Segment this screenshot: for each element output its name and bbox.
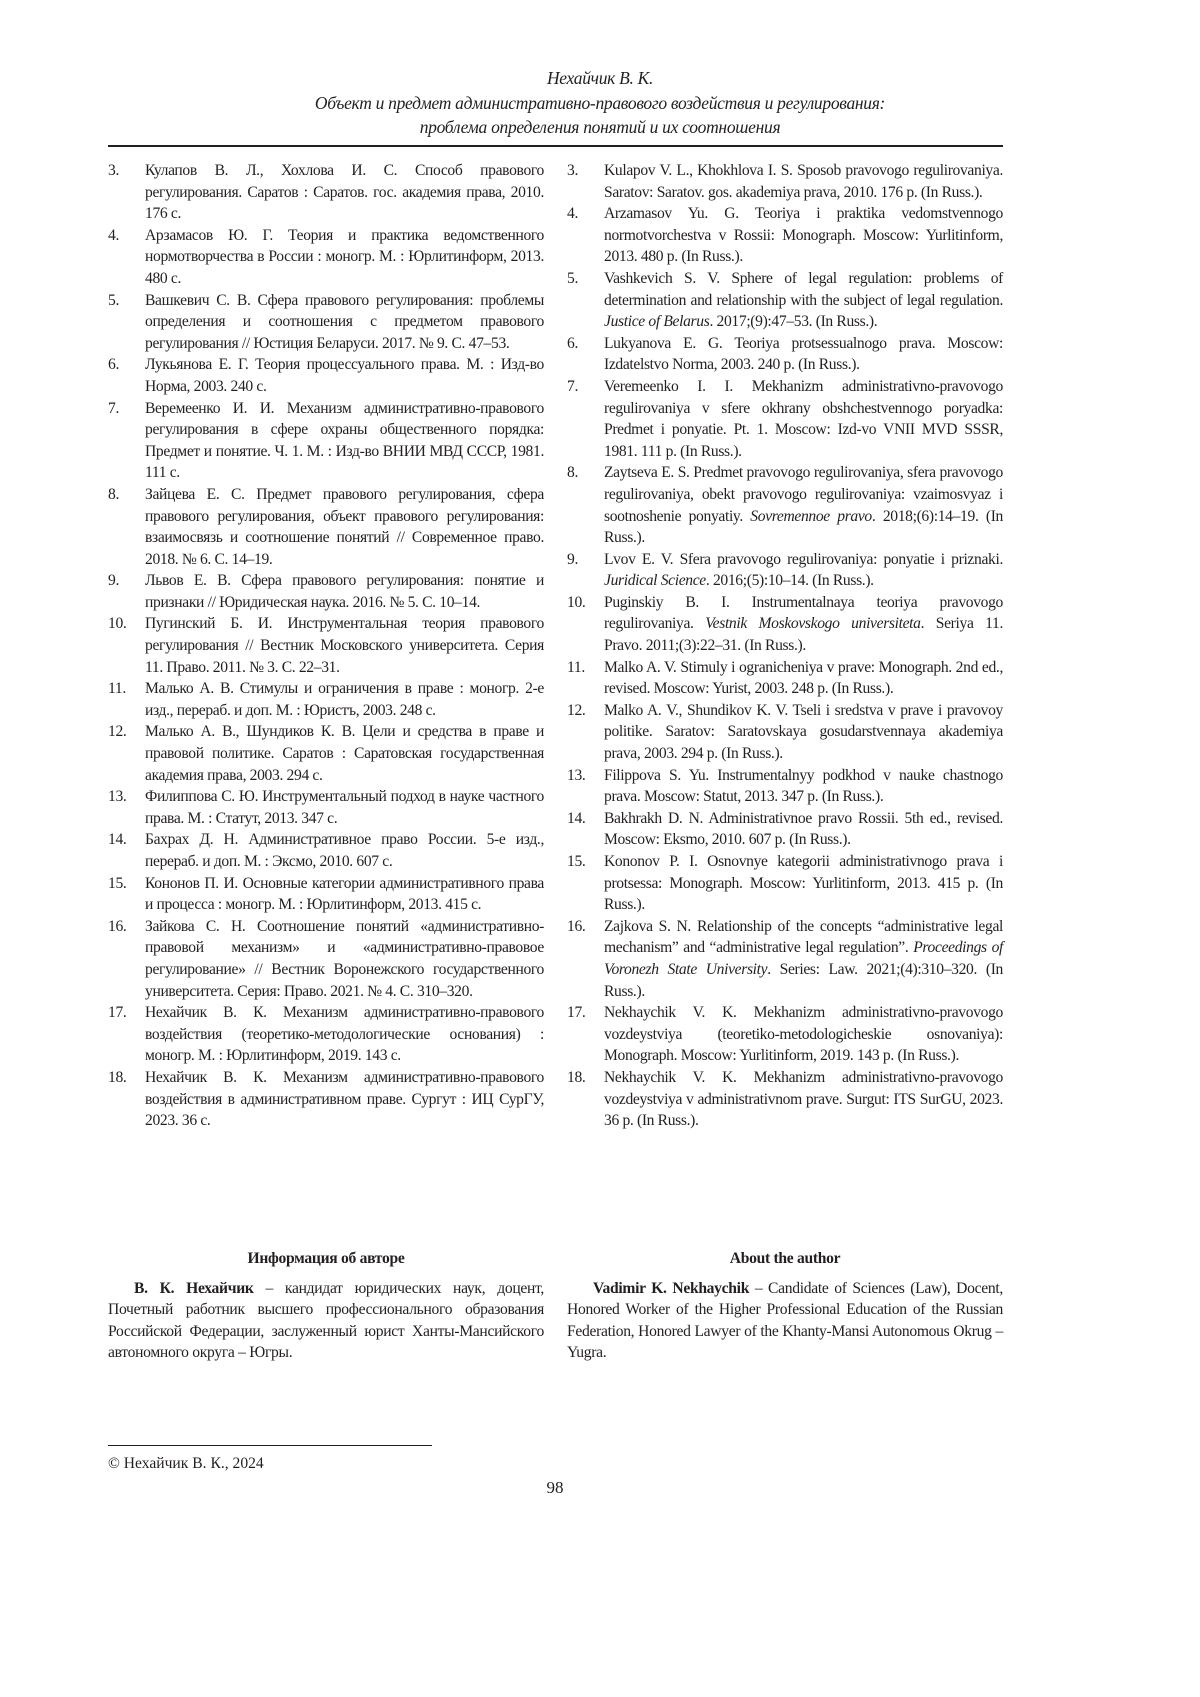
reference-item [567, 160, 1003, 203]
reference-text-main: Nekhaychik V. K. Mekhanizm administrativno-pravovogo vozdeystviya v administrativnom prave. Surgut: ITS SurGU, 2023. 36 p. (In Russ.). [604, 1068, 1003, 1130]
reference-text [604, 765, 1003, 808]
reference-number: 16. [108, 917, 127, 935]
reference-text: Львов Е. В. Сфера правового регулирования: понятие и признаки // Юридическая наука. 2016. № 5. С. 10–14. [145, 572, 544, 611]
reference-number: 8. [108, 485, 119, 503]
reference-number: 5. [108, 291, 119, 309]
reference-number: 15. [108, 874, 127, 892]
reference-text-main: Puginskiy B. I. Instrumentalnaya teoriya pravovogo regulirovaniya. [604, 593, 1003, 633]
reference-item [108, 225, 544, 290]
reference-text-main: Zaytseva E. S. Predmet pravovogo regulirovaniya, sfera pravovogo regulirovaniya, obekt pravovogo regulirovaniya: vzaimosvyaz i sootnoshenie ponyatiy. [604, 464, 1003, 525]
reference-number: 14. [567, 809, 586, 827]
reference-number: 3. [567, 162, 578, 179]
footnote-rule [108, 1445, 432, 1446]
reference-text: Кононов П. И. Основные категории административного права и процесса : моногр. М. : Юрлитинформ, 2013. 415 с. [145, 874, 544, 914]
reference-number: 7. [567, 377, 578, 395]
reference-text [604, 916, 1003, 1002]
header-title-line1: Объект и предмет административно-правового воздействия и регулирования: [314, 92, 886, 113]
reference-journal-title: Justice of Belarus [604, 313, 710, 331]
reference-number: 16. [567, 917, 586, 935]
reference-number: 6. [567, 334, 578, 352]
reference-number: 11. [567, 658, 585, 676]
reference-number: 12. [567, 701, 586, 719]
reference-text-tail: . 2017;(9):47–53. (In Russ.). [709, 313, 878, 331]
reference-text-main: Veremeenko I. I. Mekhanizm administrativno-pravovogo regulirovaniya v sfere okhrany obshchestvennogo poryadka: Predmet i ponyatie. Pt. 1. Moscow: Izd-vo VNII MVD SSSR, 1981. 111 p. (In Russ.). [604, 377, 1003, 460]
reference-number: 12. [108, 723, 127, 741]
reference-number: 17. [567, 1004, 586, 1022]
reference-number: 9. [567, 550, 578, 568]
author-name: В. К. Нехайчик [134, 1279, 254, 1297]
reference-number: 18. [108, 1068, 127, 1086]
reference-journal-title: Sovremennoe pravo [750, 507, 872, 525]
reference-item [567, 268, 1003, 333]
author-description: – Candidate of Sciences (Law), Docent, Honored Worker of the Higher Professional Education of the Russian Federation, Honored Lawyer of the Khanty-Mansi Autonomous Okrug – Yugra. [567, 1279, 1003, 1362]
author-info-heading: Информация об авторе [247, 1250, 405, 1267]
reference-number: 13. [108, 788, 127, 806]
reference-number: 10. [567, 593, 586, 611]
reference-text-tail: . Seriya 11. Pravo. 2011;(3):22–31. (In Russ.). [604, 615, 1003, 655]
reference-text [604, 333, 1003, 376]
reference-item [567, 765, 1003, 808]
running-header [100, 66, 1100, 140]
reference-item [108, 829, 544, 872]
reference-item [567, 700, 1003, 765]
reference-item [567, 808, 1003, 851]
page-number: 98 [546, 1478, 564, 1497]
reference-item [108, 613, 544, 678]
reference-number: 10. [108, 615, 127, 633]
reference-text: Пугинский Б. И. Инструментальная теория правового регулирования // Вестник Московского университета. Серия 11. Право. 2011. № 3. С. 22–31. [145, 615, 544, 676]
reference-item [108, 1067, 544, 1132]
reference-journal-title: Vestnik Moskovskogo universiteta [705, 615, 921, 633]
reference-text-main: Malko A. V., Shundikov K. V. Tseli i sredstva v prave i pravovoy politike. Saratov: Saratovskaya gosudarstvennaya akademiya prava, 2003. 294 p. (In Russ.). [604, 701, 1003, 763]
reference-item [108, 484, 544, 570]
reference-text [604, 203, 1003, 268]
reference-number: 13. [567, 766, 586, 784]
reference-number: 14. [108, 831, 127, 849]
reference-text [604, 1002, 1003, 1067]
reference-text-main: Kononov P. I. Osnovnye kategorii administrativnogo prava i protsessa: Monograph. Moscow: Yurlitinform, 2013. 415 p. (In Russ.). [604, 853, 1003, 914]
reference-text: Зайцева Е. С. Предмет правового регулирования, сфера правового регулирования, объект правового регулирования: взаимосвязь и соотношение понятий // Современное право. 2018. № 6. С. 14–19. [145, 485, 544, 568]
reference-item [108, 290, 544, 355]
reference-text: Веремеенко И. И. Механизм административно-правового регулирования в сфере охраны общественного порядка: Предмет и понятие. Ч. 1. М. : Изд-во ВНИИ МВД СССР, 1981. 111 с. [145, 399, 544, 482]
reference-item [108, 398, 544, 484]
author-info-russian [108, 1248, 544, 1364]
author-info-english [567, 1248, 1003, 1364]
reference-text-tail: . 2018;(6):14–19. (In Russ.). [604, 507, 1003, 547]
reference-text: Филиппова С. Ю. Инструментальный подход в науке частного права. М. : Статут, 2013. 347 с. [145, 788, 544, 827]
reference-text: Нехайчик В. К. Механизм административно-правового воздействия (теоретико-методологические основания) : моногр. М. : Юрлитинформ, 2019. 143 с. [145, 1004, 544, 1065]
reference-number: 18. [567, 1068, 586, 1086]
reference-text: Арзамасов Ю. Г. Теория и практика ведомственного нормотворчества в России : моногр. М. : Юрлитинформ, 2013. 480 с. [145, 226, 544, 287]
reference-text-main: Malko A. V. Stimuly i ogranicheniya v prave: Monograph. 2nd ed., revised. Moscow: Yurist, 2003. 248 p. (In Russ.). [604, 658, 1003, 698]
reference-journal-title: Proceedings of Voronezh State University [604, 939, 1003, 978]
reference-number: 11. [108, 680, 126, 698]
reference-text: Лукьянова Е. Г. Теория процессуального права. М. : Изд-во Норма, 2003. 240 с. [145, 356, 544, 395]
reference-item [567, 462, 1003, 548]
reference-text [604, 268, 1003, 333]
author-info-text [567, 1278, 1003, 1364]
reference-text-main: Filippova S. Yu. Instrumentalnyy podkhod v nauke chastnogo prava. Moscow: Statut, 2013. 347 p. (In Russ.). [604, 766, 1003, 806]
reference-item [567, 592, 1003, 657]
reference-text [604, 1067, 1003, 1132]
author-info-text [108, 1278, 544, 1364]
references-english [567, 160, 1003, 1132]
reference-item [108, 786, 544, 829]
reference-item [567, 1002, 1003, 1067]
reference-item [567, 203, 1003, 268]
author-description: – кандидат юридических наук, доцент, Почетный работник высшего профессионального образования Российской Федерации, заслуженный юрист Ханты-Мансийского автономного округа – Югры. [108, 1279, 544, 1362]
header-rule [108, 145, 1003, 147]
reference-text [604, 462, 1003, 548]
reference-item [567, 549, 1003, 592]
reference-number: 3. [108, 162, 119, 179]
reference-number: 7. [108, 399, 119, 417]
header-title-line2: проблема определения понятий и их соотношения [419, 117, 781, 137]
reference-text: Нехайчик В. К. Механизм административно-правового воздействия в административном праве. Сургут : ИЦ СурГУ, 2023. 36 с. [145, 1068, 544, 1130]
reference-item [108, 678, 544, 721]
reference-item [567, 657, 1003, 700]
reference-text: Кулапов В. Л., Хохлова И. С. Способ правового регулирования. Саратов : Саратов. гос. академия права, 2010. 176 с. [145, 162, 544, 223]
reference-item [567, 1067, 1003, 1132]
reference-text: Бахрах Д. Н. Административное право России. 5-е изд., перераб. и доп. М. : Эксмо, 2010. 607 с. [145, 831, 544, 870]
reference-text-main: Lukyanova E. G. Teoriya protsessualnogo prava. Moscow: Izdatelstvo Norma, 2003. 240 p. (In Russ.). [604, 334, 1003, 374]
reference-item [108, 1002, 544, 1067]
references-russian [108, 160, 544, 1132]
reference-text [604, 549, 1003, 592]
reference-text-main: Kulapov V. L., Khokhlova I. S. Sposob pravovogo regulirovaniya. Saratov: Saratov. gos. akademiya prava, 2010. 176 p. (In Russ.). [604, 162, 1003, 201]
reference-item [567, 333, 1003, 376]
reference-text-main: Vashkevich S. V. Sphere of legal regulation: problems of determination and relationship with the subject of legal regulation. [604, 269, 1003, 309]
reference-text [604, 700, 1003, 765]
reference-item [108, 721, 544, 786]
reference-text-tail: . 2016;(5):10–14. (In Russ.). [705, 572, 874, 590]
reference-item [108, 916, 544, 1002]
reference-text-main: Arzamasov Yu. G. Teoriya i praktika vedomstvennogo normotvorchestva v Rossii: Monograph. Moscow: Yurlitinform, 2013. 480 p. (In Russ.). [604, 205, 1003, 266]
reference-text [604, 160, 1003, 203]
copyright: © Нехайчик В. К., 2024 [108, 1455, 264, 1472]
reference-item [108, 570, 544, 613]
reference-text: Малько А. В., Шундиков К. В. Цели и средства в праве и правовой политике. Саратов : Саратовская государственная академия права, 2003. 294 с. [145, 723, 544, 784]
reference-number: 4. [108, 226, 119, 244]
reference-journal-title: Juridical Science [604, 572, 706, 590]
reference-number: 15. [567, 853, 586, 870]
reference-text-main: Nekhaychik V. K. Mekhanizm administrativno-pravovogo vozdeystviya (teoretiko-metodologicheskie osnovaniya): Monograph. Moscow: Yurlitinform, 2019. 143 p. (In Russ.). [604, 1004, 1003, 1065]
reference-item [108, 160, 544, 225]
reference-item [567, 376, 1003, 462]
reference-number: 8. [567, 464, 578, 482]
reference-item [108, 873, 544, 916]
reference-number: 5. [567, 269, 578, 287]
author-info-heading: About the author [729, 1250, 841, 1267]
reference-item [567, 851, 1003, 916]
reference-text [604, 808, 1003, 851]
reference-text-main: Lvov E. V. Sfera pravovogo regulirovaniya: ponyatie i priznaki. [604, 550, 1003, 568]
header-author: Нехайчик В. К. [546, 68, 654, 88]
reference-text [604, 851, 1003, 916]
reference-text: Вашкевич С. В. Сфера правового регулирования: проблемы определения и соотношения с предметом правового регулирования // Юстиция Беларуси. 2017. № 9. С. 47–53. [145, 291, 544, 352]
reference-number: 17. [108, 1004, 127, 1022]
reference-text: Малько А. В. Стимулы и ограничения в праве : моногр. 2-е изд., перераб. и доп. М. : Юристъ, 2003. 248 с. [145, 680, 544, 719]
reference-number: 9. [108, 572, 119, 590]
reference-text [604, 592, 1003, 657]
reference-text [604, 376, 1003, 462]
reference-text-main: Zajkova S. N. Relationship of the concepts “administrative legal mechanism” and “administrative legal regulation”. [604, 917, 1003, 957]
reference-text-tail: . Series: Law. 2021;(4):310–320. (In Russ.). [604, 960, 1004, 1000]
reference-text: Зайкова С. Н. Соотношение понятий «административно-правовой механизм» и «административно-правовое регулирование» // Вестник Воронежского государственного университета. Серия: Право. 2021. № 4. С. 310–320. [145, 917, 544, 1000]
reference-item [108, 354, 544, 397]
reference-item [567, 916, 1003, 1002]
reference-number: 6. [108, 356, 119, 374]
author-name: Vadimir K. Nekhaychik [593, 1279, 750, 1297]
reference-text-main: Bakhrakh D. N. Administrativnoe pravo Rossii. 5th ed., revised. Moscow: Eksmo, 2010. 607 p. (In Russ.). [604, 809, 1003, 849]
reference-number: 4. [567, 205, 578, 223]
reference-text [604, 657, 1003, 700]
